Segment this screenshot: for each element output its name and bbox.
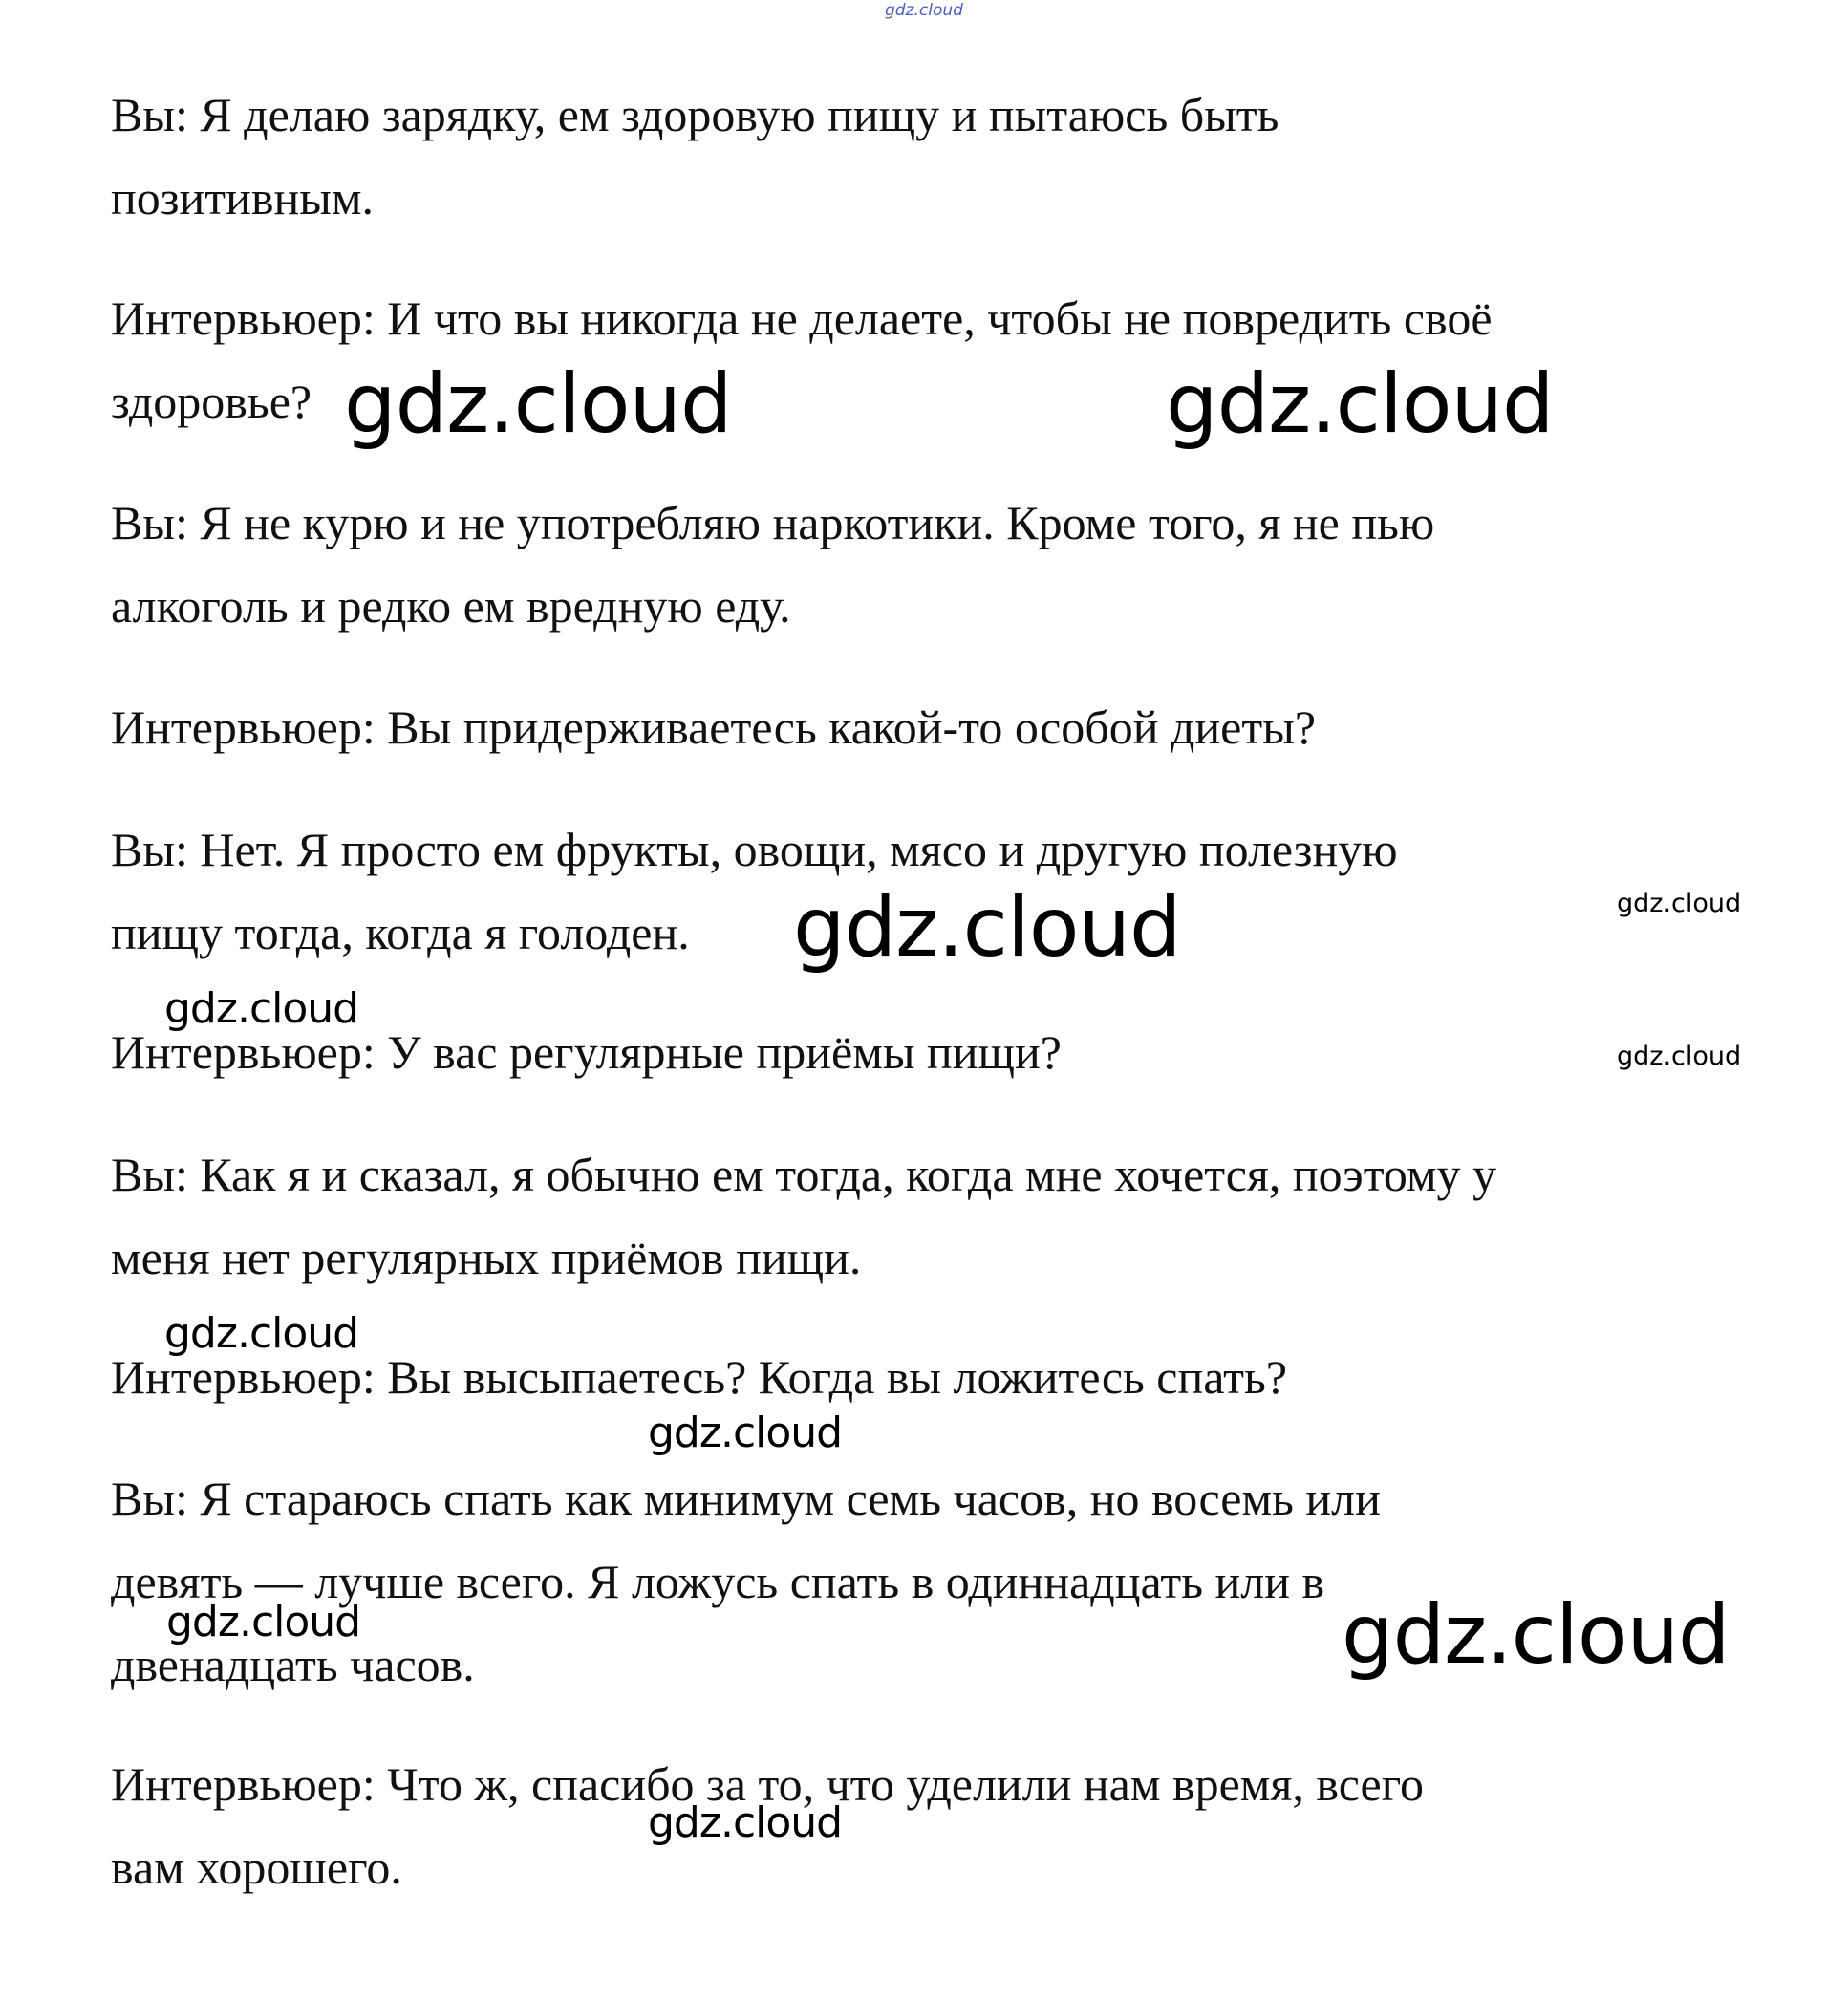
dialogue-line-interviewer-harm: Интервьюер: И что вы никогда не делаете, чтобы не повредить своё здоровье? — [111, 291, 1493, 428]
dialogue-line-interviewer-diet: Интервьюер: Вы придерживаетесь какой-то особой диеты? — [111, 700, 1317, 754]
dialogue-line-you-irregular: Вы: Как я и сказал, я обычно ем тогда, когда мне хочется, поэтому у меня нет регулярных приёмов пищи. — [111, 1148, 1497, 1284]
dialogue-line-interviewer-sleep: Интервьюер: Вы высыпаетесь? Когда вы ложитесь спать? — [111, 1350, 1288, 1404]
watermark: gdz.cloud — [1617, 889, 1742, 918]
site-mark: gdz.cloud — [885, 1, 963, 20]
dialogue-line-you-sleep-hours: Вы: Я стараюсь спать как минимум семь часов, но восемь или девять — лучше всего. Я ложусь спать в одиннадцать или в двенадцать часов. — [111, 1472, 1381, 1691]
watermark: gdz.cloud — [648, 1409, 843, 1457]
watermark: gdz.cloud — [344, 356, 732, 452]
watermark: gdz.cloud — [648, 1798, 843, 1847]
watermark: gdz.cloud — [1617, 1042, 1742, 1071]
dialogue-line-interviewer-thanks: Интервьюер: Что ж, спасибо за то, что уделили нам время, всего вам хорошего. — [111, 1757, 1424, 1894]
watermark: gdz.cloud — [1342, 1587, 1730, 1683]
dialogue-line-interviewer-meals: Интервьюер: У вас регулярные приёмы пищи? — [111, 1025, 1062, 1079]
watermark: gdz.cloud — [164, 984, 359, 1033]
watermark: gdz.cloud — [793, 880, 1181, 976]
watermark: gdz.cloud — [1166, 356, 1554, 452]
dialogue-line-you-no-smoking: Вы: Я не курю и не употребляю наркотики. Кроме того, я не пью алкоголь и редко ем вредную еду. — [111, 496, 1435, 633]
watermark: gdz.cloud — [164, 1309, 359, 1358]
dialogue-line-you-food: Вы: Нет. Я просто ем фрукты, овощи, мясо и другую полезную пищу тогда, когда я голоден. — [111, 823, 1398, 959]
dialogue-line-you-exercise: Вы: Я делаю зарядку, ем здоровую пищу и пытаюсь быть позитивным. — [111, 88, 1279, 225]
watermark: gdz.cloud — [166, 1598, 361, 1646]
